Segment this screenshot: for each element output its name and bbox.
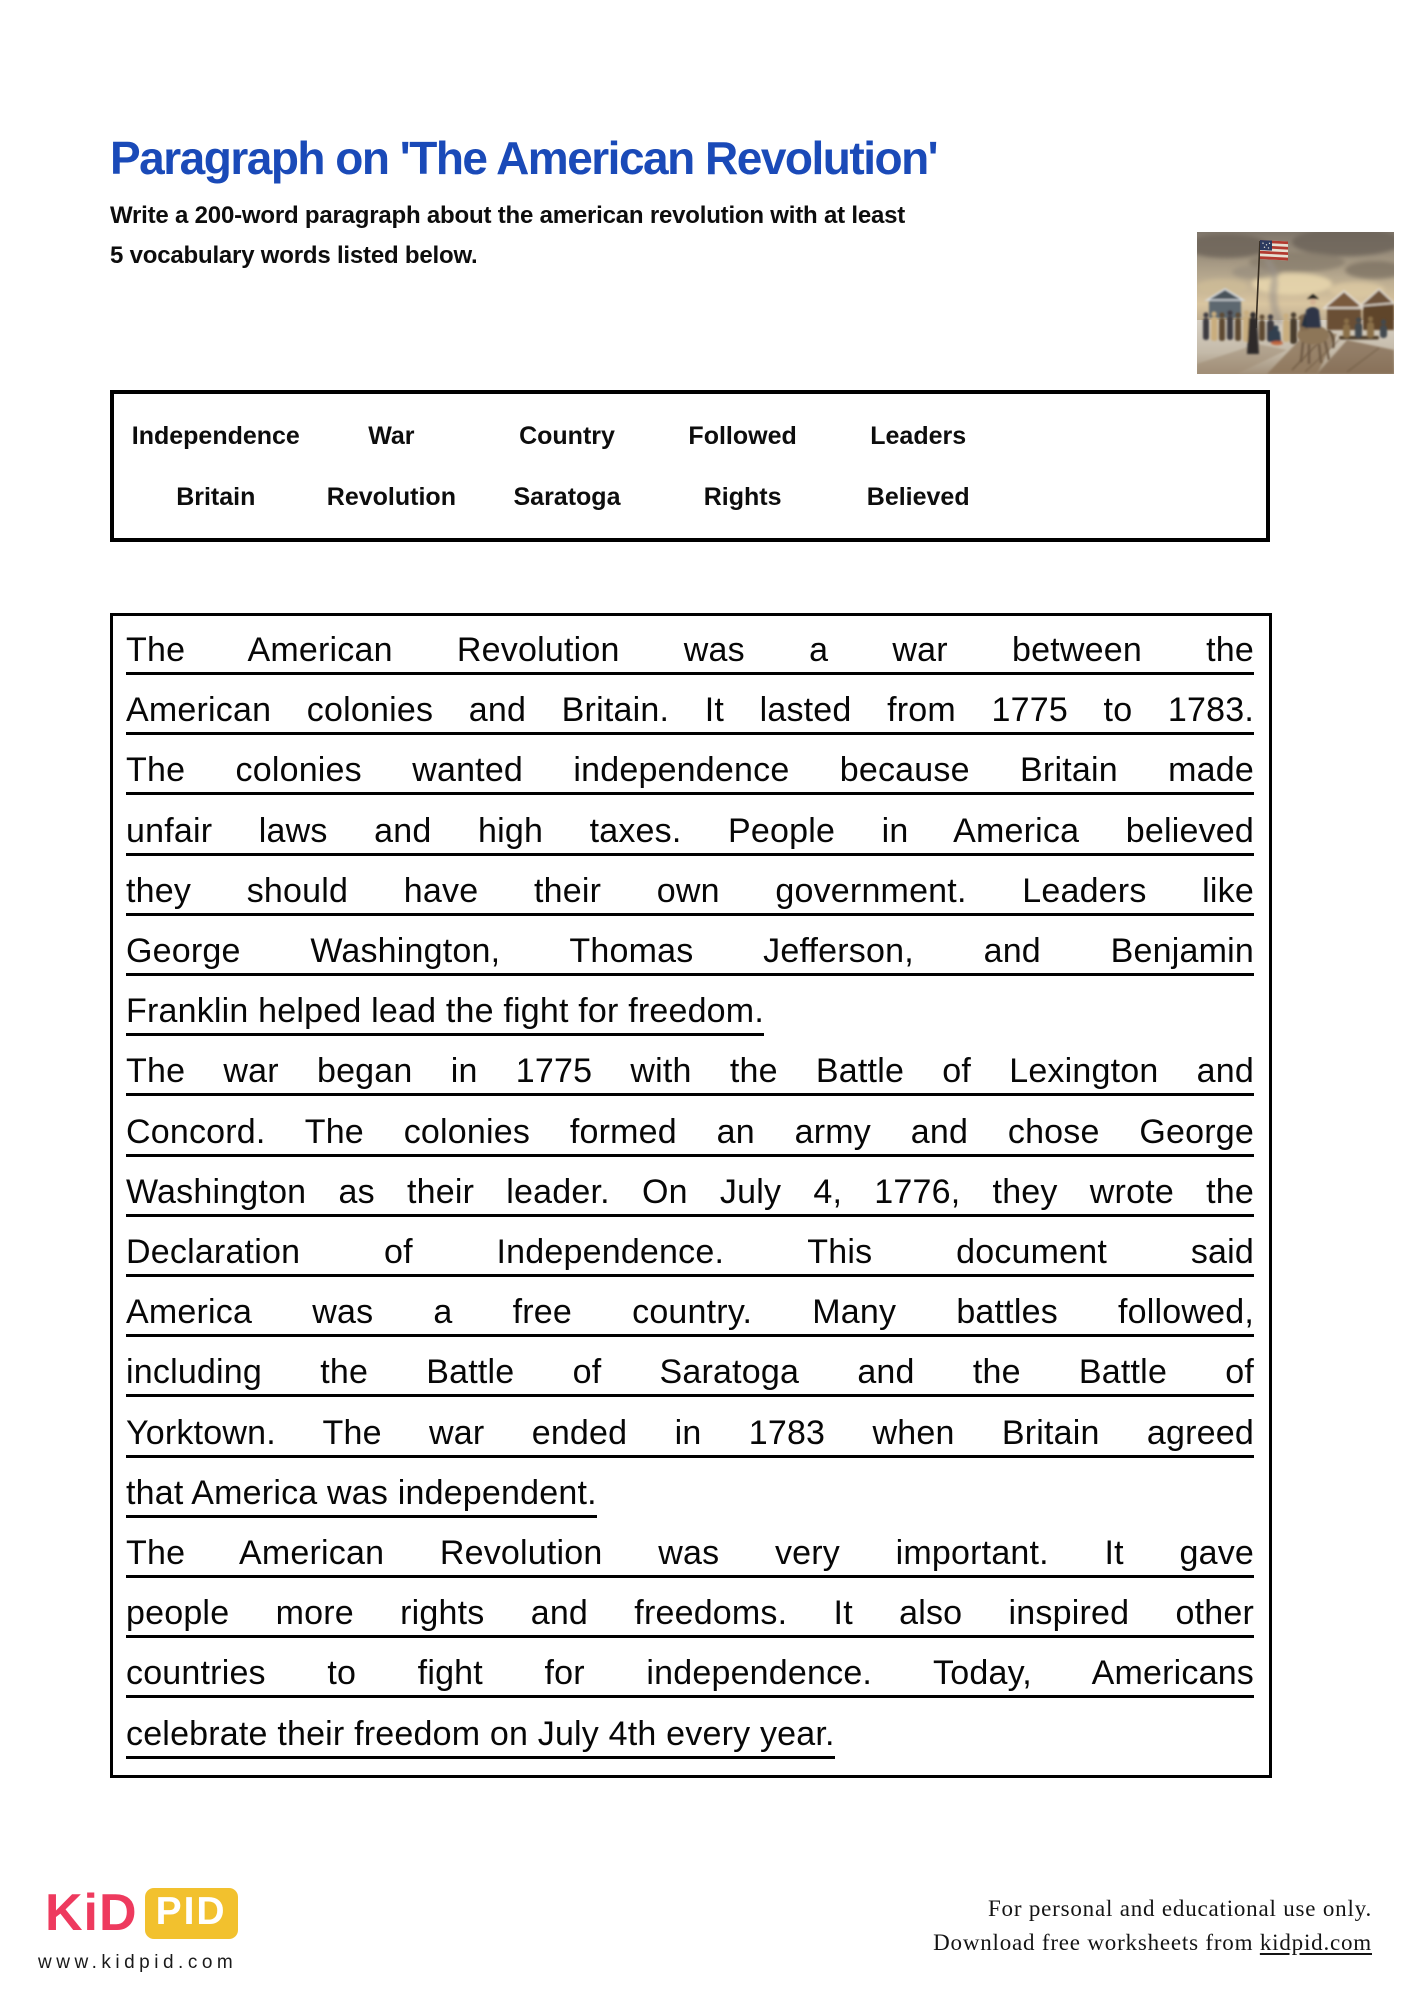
vocab-word-war: War xyxy=(368,422,415,450)
paragraph-line: The colonies wanted independence because Britain made xyxy=(126,740,1254,800)
paragraph-line: countries to fight for independence. Today, Americans xyxy=(126,1643,1254,1703)
instructions xyxy=(110,196,905,276)
paragraph-line: Washington as their leader. On July 4, 1776, they wrote the xyxy=(126,1162,1254,1222)
paragraph-line: people more rights and freedoms. It also inspired other xyxy=(126,1583,1254,1643)
instructions-line-1: Write a 200-word paragraph about the american revolution with at least xyxy=(110,202,906,229)
valley-forge-painting xyxy=(1197,232,1394,374)
kidpid-logo xyxy=(45,1884,238,1942)
vocabulary-grid xyxy=(114,394,1006,538)
kidpid-logo-pid-text: PID xyxy=(155,1889,227,1933)
paragraph-line: Yorktown. The war ended in 1783 when Britain agreed xyxy=(126,1403,1254,1463)
vocab-word-rights: Rights xyxy=(703,483,782,511)
kidpid-logo-kid-text: KiD xyxy=(45,1884,138,1942)
vocab-word-country: Country xyxy=(519,422,615,450)
paragraph-line: celebrate their freedom on July 4th every year. xyxy=(126,1704,1254,1764)
vocab-word-britain: Britain xyxy=(176,483,256,511)
usage-note xyxy=(933,1892,1372,1960)
paragraph-line: America was a free country. Many battles followed, xyxy=(126,1282,1254,1342)
kidpid-link[interactable]: kidpid.com xyxy=(1259,1930,1372,1955)
paragraph-line: American colonies and Britain. It lasted from 1775 to 1783. xyxy=(126,680,1254,740)
instructions-line-2: 5 vocabulary words listed below. xyxy=(110,242,478,269)
valley-forge-painting-art xyxy=(1197,232,1394,374)
paragraph-line: The American Revolution was a war between the xyxy=(126,620,1254,680)
paragraph-line: unfair laws and high taxes. People in America believed xyxy=(126,801,1254,861)
vocab-word-revolution: Revolution xyxy=(326,483,456,511)
vocab-word-independence: Independence xyxy=(131,422,300,450)
page-title: Paragraph on 'The American Revolution' xyxy=(110,132,938,184)
paragraph-line: they should have their own government. Leaders like xyxy=(126,861,1254,921)
vocab-word-followed: Followed xyxy=(688,422,797,450)
kidpid-logo-pid-badge xyxy=(145,1888,238,1939)
paragraph-line: that America was independent. xyxy=(126,1463,1254,1523)
vocab-word-leaders: Leaders xyxy=(870,422,967,450)
paragraph-line: The war began in 1775 with the Battle of Lexington and xyxy=(126,1041,1254,1101)
vocabulary-box xyxy=(110,390,1270,542)
paragraph-line: Concord. The colonies formed an army and chose George xyxy=(126,1102,1254,1162)
paragraph-line: The American Revolution was very important. It gave xyxy=(126,1523,1254,1583)
paragraph-line: Declaration of Independence. This document said xyxy=(126,1222,1254,1282)
paragraph-line: including the Battle of Saratoga and the Battle of xyxy=(126,1342,1254,1402)
paragraph-line: Franklin helped lead the fight for freedom. xyxy=(126,981,1254,1041)
vocab-word-believed: Believed xyxy=(866,483,970,511)
paragraph-box xyxy=(110,613,1272,1778)
usage-line-2: Download free worksheets from kidpid.com xyxy=(933,1930,1372,1955)
paragraph-line: George Washington, Thomas Jefferson, and Benjamin xyxy=(126,921,1254,981)
website-url: www.kidpid.com xyxy=(38,1952,238,1973)
vocab-word-saratoga: Saratoga xyxy=(513,483,621,511)
usage-line-1: For personal and educational use only. xyxy=(987,1896,1372,1921)
